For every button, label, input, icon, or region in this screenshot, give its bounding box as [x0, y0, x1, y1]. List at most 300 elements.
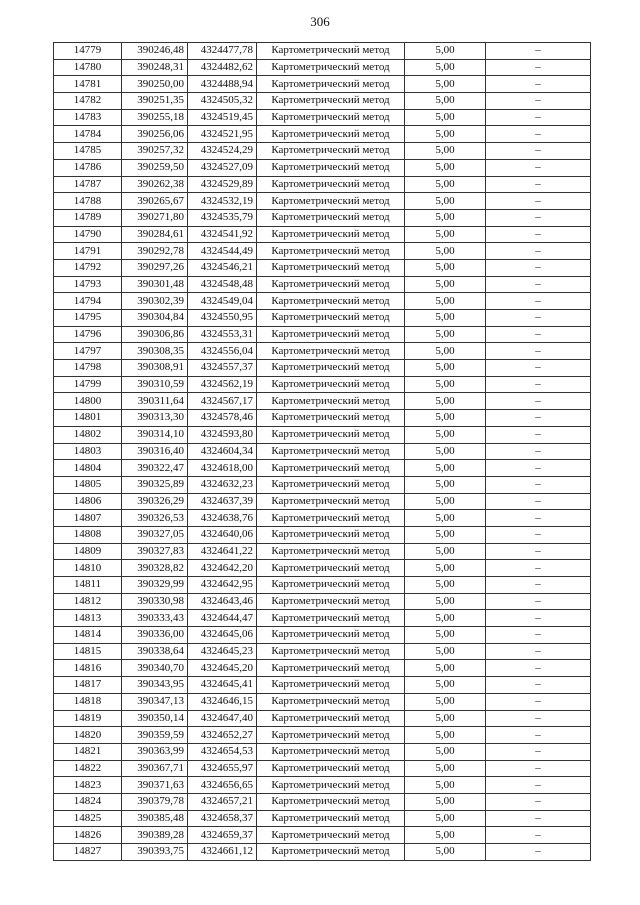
note-cell: –: [486, 460, 591, 477]
point-number-cell: 14816: [54, 660, 122, 677]
point-number-cell: 14788: [54, 193, 122, 210]
y-coordinate-cell: 4324655,97: [188, 760, 257, 777]
y-coordinate-cell: 4324553,31: [188, 326, 257, 343]
point-number-cell: 14780: [54, 59, 122, 76]
table-row: [54, 643, 591, 660]
y-coordinate-cell: 4324557,37: [188, 360, 257, 377]
x-coordinate-cell: 390389,28: [122, 827, 188, 844]
method-cell: Картометрический метод: [257, 476, 405, 493]
note-cell: –: [486, 410, 591, 427]
note-cell: –: [486, 259, 591, 276]
point-number-cell: 14820: [54, 727, 122, 744]
point-number-cell: 14795: [54, 310, 122, 327]
x-coordinate-cell: 390313,30: [122, 410, 188, 427]
note-cell: –: [486, 577, 591, 594]
x-coordinate-cell: 390271,80: [122, 209, 188, 226]
x-coordinate-cell: 390326,53: [122, 510, 188, 527]
coordinates-table: [53, 42, 591, 861]
y-coordinate-cell: 4324645,20: [188, 660, 257, 677]
method-cell: Картометрический метод: [257, 643, 405, 660]
note-cell: –: [486, 793, 591, 810]
note-cell: –: [486, 310, 591, 327]
point-number-cell: 14792: [54, 259, 122, 276]
accuracy-cell: 5,00: [405, 376, 486, 393]
accuracy-cell: 5,00: [405, 443, 486, 460]
table-row: [54, 627, 591, 644]
accuracy-cell: 5,00: [405, 593, 486, 610]
x-coordinate-cell: 390367,71: [122, 760, 188, 777]
x-coordinate-cell: 390359,59: [122, 727, 188, 744]
x-coordinate-cell: 390257,32: [122, 143, 188, 160]
x-coordinate-cell: 390301,48: [122, 276, 188, 293]
x-coordinate-cell: 390262,38: [122, 176, 188, 193]
note-cell: –: [486, 193, 591, 210]
note-cell: –: [486, 376, 591, 393]
table-row: [54, 693, 591, 710]
point-number-cell: 14793: [54, 276, 122, 293]
y-coordinate-cell: 4324657,21: [188, 793, 257, 810]
table-row: [54, 126, 591, 143]
method-cell: Картометрический метод: [257, 610, 405, 627]
x-coordinate-cell: 390322,47: [122, 460, 188, 477]
x-coordinate-cell: 390326,29: [122, 493, 188, 510]
y-coordinate-cell: 4324642,95: [188, 577, 257, 594]
y-coordinate-cell: 4324637,39: [188, 493, 257, 510]
method-cell: Картометрический метод: [257, 243, 405, 260]
note-cell: –: [486, 593, 591, 610]
accuracy-cell: 5,00: [405, 810, 486, 827]
x-coordinate-cell: 390292,78: [122, 243, 188, 260]
accuracy-cell: 5,00: [405, 360, 486, 377]
y-coordinate-cell: 4324535,79: [188, 209, 257, 226]
point-number-cell: 14818: [54, 693, 122, 710]
page-number: 306: [310, 14, 330, 29]
table-row: [54, 176, 591, 193]
method-cell: Картометрический метод: [257, 510, 405, 527]
note-cell: –: [486, 660, 591, 677]
method-cell: Картометрический метод: [257, 376, 405, 393]
table-row: [54, 743, 591, 760]
note-cell: –: [486, 643, 591, 660]
table-row: [54, 610, 591, 627]
method-cell: Картометрический метод: [257, 710, 405, 727]
method-cell: Картометрический метод: [257, 193, 405, 210]
table-row: [54, 343, 591, 360]
table-row: [54, 710, 591, 727]
point-number-cell: 14790: [54, 226, 122, 243]
accuracy-cell: 5,00: [405, 526, 486, 543]
accuracy-cell: 5,00: [405, 643, 486, 660]
accuracy-cell: 5,00: [405, 226, 486, 243]
note-cell: –: [486, 443, 591, 460]
y-coordinate-cell: 4324529,89: [188, 176, 257, 193]
accuracy-cell: 5,00: [405, 410, 486, 427]
x-coordinate-cell: 390371,63: [122, 777, 188, 794]
note-cell: –: [486, 560, 591, 577]
note-cell: –: [486, 343, 591, 360]
y-coordinate-cell: 4324488,94: [188, 76, 257, 93]
x-coordinate-cell: 390297,26: [122, 259, 188, 276]
accuracy-cell: 5,00: [405, 493, 486, 510]
x-coordinate-cell: 390329,99: [122, 577, 188, 594]
method-cell: Картометрический метод: [257, 209, 405, 226]
accuracy-cell: 5,00: [405, 143, 486, 160]
accuracy-cell: 5,00: [405, 627, 486, 644]
table-row: [54, 660, 591, 677]
table-row: [54, 243, 591, 260]
point-number-cell: 14803: [54, 443, 122, 460]
accuracy-cell: 5,00: [405, 743, 486, 760]
table-row: [54, 510, 591, 527]
table-row: [54, 777, 591, 794]
accuracy-cell: 5,00: [405, 93, 486, 110]
table-row: [54, 159, 591, 176]
point-number-cell: 14779: [54, 43, 122, 60]
point-number-cell: 14787: [54, 176, 122, 193]
note-cell: –: [486, 176, 591, 193]
point-number-cell: 14805: [54, 476, 122, 493]
x-coordinate-cell: 390350,14: [122, 710, 188, 727]
y-coordinate-cell: 4324645,23: [188, 643, 257, 660]
method-cell: Картометрический метод: [257, 426, 405, 443]
x-coordinate-cell: 390330,98: [122, 593, 188, 610]
note-cell: –: [486, 844, 591, 861]
y-coordinate-cell: 4324632,23: [188, 476, 257, 493]
point-number-cell: 14786: [54, 159, 122, 176]
y-coordinate-cell: 4324567,17: [188, 393, 257, 410]
method-cell: Картометрический метод: [257, 360, 405, 377]
y-coordinate-cell: 4324548,48: [188, 276, 257, 293]
note-cell: –: [486, 476, 591, 493]
table-row: [54, 376, 591, 393]
accuracy-cell: 5,00: [405, 577, 486, 594]
method-cell: Картометрический метод: [257, 727, 405, 744]
y-coordinate-cell: 4324578,46: [188, 410, 257, 427]
y-coordinate-cell: 4324519,45: [188, 109, 257, 126]
point-number-cell: 14798: [54, 360, 122, 377]
y-coordinate-cell: 4324645,41: [188, 677, 257, 694]
method-cell: Картометрический метод: [257, 677, 405, 694]
note-cell: –: [486, 76, 591, 93]
y-coordinate-cell: 4324556,04: [188, 343, 257, 360]
coordinates-table-body: [54, 43, 591, 861]
point-number-cell: 14810: [54, 560, 122, 577]
x-coordinate-cell: 390363,99: [122, 743, 188, 760]
table-row: [54, 677, 591, 694]
note-cell: –: [486, 693, 591, 710]
y-coordinate-cell: 4324524,29: [188, 143, 257, 160]
x-coordinate-cell: 390347,13: [122, 693, 188, 710]
y-coordinate-cell: 4324604,34: [188, 443, 257, 460]
point-number-cell: 14824: [54, 793, 122, 810]
note-cell: –: [486, 326, 591, 343]
method-cell: Картометрический метод: [257, 143, 405, 160]
point-number-cell: 14785: [54, 143, 122, 160]
y-coordinate-cell: 4324549,04: [188, 293, 257, 310]
table-row: [54, 76, 591, 93]
y-coordinate-cell: 4324658,37: [188, 810, 257, 827]
accuracy-cell: 5,00: [405, 827, 486, 844]
table-row: [54, 526, 591, 543]
table-row: [54, 760, 591, 777]
x-coordinate-cell: 390250,00: [122, 76, 188, 93]
accuracy-cell: 5,00: [405, 460, 486, 477]
point-number-cell: 14827: [54, 844, 122, 861]
method-cell: Картометрический метод: [257, 593, 405, 610]
accuracy-cell: 5,00: [405, 243, 486, 260]
point-number-cell: 14802: [54, 426, 122, 443]
accuracy-cell: 5,00: [405, 426, 486, 443]
note-cell: –: [486, 393, 591, 410]
method-cell: Картометрический метод: [257, 326, 405, 343]
method-cell: Картометрический метод: [257, 410, 405, 427]
accuracy-cell: 5,00: [405, 393, 486, 410]
y-coordinate-cell: 4324593,80: [188, 426, 257, 443]
table-row: [54, 443, 591, 460]
accuracy-cell: 5,00: [405, 59, 486, 76]
accuracy-cell: 5,00: [405, 159, 486, 176]
point-number-cell: 14781: [54, 76, 122, 93]
x-coordinate-cell: 390306,86: [122, 326, 188, 343]
accuracy-cell: 5,00: [405, 476, 486, 493]
accuracy-cell: 5,00: [405, 76, 486, 93]
method-cell: Картометрический метод: [257, 293, 405, 310]
accuracy-cell: 5,00: [405, 610, 486, 627]
method-cell: Картометрический метод: [257, 259, 405, 276]
note-cell: –: [486, 360, 591, 377]
y-coordinate-cell: 4324652,27: [188, 727, 257, 744]
method-cell: Картометрический метод: [257, 810, 405, 827]
x-coordinate-cell: 390340,70: [122, 660, 188, 677]
y-coordinate-cell: 4324618,00: [188, 460, 257, 477]
method-cell: Картометрический метод: [257, 109, 405, 126]
note-cell: –: [486, 159, 591, 176]
table-row: [54, 827, 591, 844]
y-coordinate-cell: 4324638,76: [188, 510, 257, 527]
point-number-cell: 14815: [54, 643, 122, 660]
method-cell: Картометрический метод: [257, 310, 405, 327]
x-coordinate-cell: 390265,67: [122, 193, 188, 210]
method-cell: Картометрический метод: [257, 693, 405, 710]
accuracy-cell: 5,00: [405, 760, 486, 777]
method-cell: Картометрический метод: [257, 526, 405, 543]
point-number-cell: 14794: [54, 293, 122, 310]
point-number-cell: 14797: [54, 343, 122, 360]
accuracy-cell: 5,00: [405, 209, 486, 226]
x-coordinate-cell: 390333,43: [122, 610, 188, 627]
y-coordinate-cell: 4324656,65: [188, 777, 257, 794]
accuracy-cell: 5,00: [405, 710, 486, 727]
table-row: [54, 577, 591, 594]
table-row: [54, 360, 591, 377]
method-cell: Картометрический метод: [257, 126, 405, 143]
accuracy-cell: 5,00: [405, 259, 486, 276]
accuracy-cell: 5,00: [405, 343, 486, 360]
accuracy-cell: 5,00: [405, 176, 486, 193]
y-coordinate-cell: 4324477,78: [188, 43, 257, 60]
table-row: [54, 543, 591, 560]
method-cell: Картометрический метод: [257, 844, 405, 861]
x-coordinate-cell: 390302,39: [122, 293, 188, 310]
method-cell: Картометрический метод: [257, 276, 405, 293]
x-coordinate-cell: 390256,06: [122, 126, 188, 143]
y-coordinate-cell: 4324482,62: [188, 59, 257, 76]
point-number-cell: 14784: [54, 126, 122, 143]
point-number-cell: 14825: [54, 810, 122, 827]
point-number-cell: 14783: [54, 109, 122, 126]
accuracy-cell: 5,00: [405, 793, 486, 810]
note-cell: –: [486, 143, 591, 160]
y-coordinate-cell: 4324645,06: [188, 627, 257, 644]
table-row: [54, 326, 591, 343]
accuracy-cell: 5,00: [405, 677, 486, 694]
note-cell: –: [486, 426, 591, 443]
x-coordinate-cell: 390327,05: [122, 526, 188, 543]
note-cell: –: [486, 627, 591, 644]
point-number-cell: 14800: [54, 393, 122, 410]
x-coordinate-cell: 390314,10: [122, 426, 188, 443]
accuracy-cell: 5,00: [405, 660, 486, 677]
point-number-cell: 14801: [54, 410, 122, 427]
note-cell: –: [486, 109, 591, 126]
table-row: [54, 460, 591, 477]
point-number-cell: 14817: [54, 677, 122, 694]
x-coordinate-cell: 390308,91: [122, 360, 188, 377]
y-coordinate-cell: 4324654,53: [188, 743, 257, 760]
note-cell: –: [486, 610, 591, 627]
x-coordinate-cell: 390325,89: [122, 476, 188, 493]
x-coordinate-cell: 390251,35: [122, 93, 188, 110]
x-coordinate-cell: 390316,40: [122, 443, 188, 460]
point-number-cell: 14826: [54, 827, 122, 844]
y-coordinate-cell: 4324521,95: [188, 126, 257, 143]
y-coordinate-cell: 4324659,37: [188, 827, 257, 844]
accuracy-cell: 5,00: [405, 844, 486, 861]
y-coordinate-cell: 4324644,47: [188, 610, 257, 627]
point-number-cell: 14782: [54, 93, 122, 110]
method-cell: Картометрический метод: [257, 93, 405, 110]
table-row: [54, 259, 591, 276]
table-row: [54, 43, 591, 60]
point-number-cell: 14814: [54, 627, 122, 644]
y-coordinate-cell: 4324646,15: [188, 693, 257, 710]
point-number-cell: 14819: [54, 710, 122, 727]
table-row: [54, 560, 591, 577]
y-coordinate-cell: 4324642,20: [188, 560, 257, 577]
x-coordinate-cell: 390328,82: [122, 560, 188, 577]
y-coordinate-cell: 4324541,92: [188, 226, 257, 243]
table-row: [54, 209, 591, 226]
y-coordinate-cell: 4324550,95: [188, 310, 257, 327]
table-row: [54, 59, 591, 76]
table-row: [54, 793, 591, 810]
point-number-cell: 14821: [54, 743, 122, 760]
method-cell: Картометрический метод: [257, 59, 405, 76]
accuracy-cell: 5,00: [405, 727, 486, 744]
point-number-cell: 14799: [54, 376, 122, 393]
y-coordinate-cell: 4324544,49: [188, 243, 257, 260]
method-cell: Картометрический метод: [257, 760, 405, 777]
accuracy-cell: 5,00: [405, 510, 486, 527]
point-number-cell: 14791: [54, 243, 122, 260]
note-cell: –: [486, 209, 591, 226]
method-cell: Картометрический метод: [257, 743, 405, 760]
note-cell: –: [486, 710, 591, 727]
table-row: [54, 109, 591, 126]
point-number-cell: 14809: [54, 543, 122, 560]
point-number-cell: 14804: [54, 460, 122, 477]
point-number-cell: 14796: [54, 326, 122, 343]
method-cell: Картометрический метод: [257, 543, 405, 560]
method-cell: Картометрический метод: [257, 226, 405, 243]
note-cell: –: [486, 293, 591, 310]
accuracy-cell: 5,00: [405, 326, 486, 343]
note-cell: –: [486, 727, 591, 744]
method-cell: Картометрический метод: [257, 777, 405, 794]
method-cell: Картометрический метод: [257, 577, 405, 594]
y-coordinate-cell: 4324532,19: [188, 193, 257, 210]
table-row: [54, 593, 591, 610]
method-cell: Картометрический метод: [257, 343, 405, 360]
table-row: [54, 476, 591, 493]
note-cell: –: [486, 760, 591, 777]
note-cell: –: [486, 677, 591, 694]
table-row: [54, 310, 591, 327]
accuracy-cell: 5,00: [405, 693, 486, 710]
y-coordinate-cell: 4324641,22: [188, 543, 257, 560]
note-cell: –: [486, 43, 591, 60]
x-coordinate-cell: 390308,35: [122, 343, 188, 360]
accuracy-cell: 5,00: [405, 293, 486, 310]
method-cell: Картометрический метод: [257, 627, 405, 644]
point-number-cell: 14822: [54, 760, 122, 777]
table-row: [54, 226, 591, 243]
method-cell: Картометрический метод: [257, 793, 405, 810]
accuracy-cell: 5,00: [405, 543, 486, 560]
table-row: [54, 410, 591, 427]
method-cell: Картометрический метод: [257, 76, 405, 93]
table-row: [54, 293, 591, 310]
method-cell: Картометрический метод: [257, 660, 405, 677]
accuracy-cell: 5,00: [405, 276, 486, 293]
point-number-cell: 14812: [54, 593, 122, 610]
y-coordinate-cell: 4324643,46: [188, 593, 257, 610]
accuracy-cell: 5,00: [405, 310, 486, 327]
y-coordinate-cell: 4324505,32: [188, 93, 257, 110]
x-coordinate-cell: 390311,64: [122, 393, 188, 410]
table-row: [54, 810, 591, 827]
table-row: [54, 426, 591, 443]
note-cell: –: [486, 226, 591, 243]
x-coordinate-cell: 390385,48: [122, 810, 188, 827]
note-cell: –: [486, 543, 591, 560]
table-row: [54, 727, 591, 744]
note-cell: –: [486, 276, 591, 293]
accuracy-cell: 5,00: [405, 777, 486, 794]
x-coordinate-cell: 390338,64: [122, 643, 188, 660]
note-cell: –: [486, 93, 591, 110]
point-number-cell: 14789: [54, 209, 122, 226]
x-coordinate-cell: 390343,95: [122, 677, 188, 694]
x-coordinate-cell: 390246,48: [122, 43, 188, 60]
x-coordinate-cell: 390327,83: [122, 543, 188, 560]
note-cell: –: [486, 777, 591, 794]
method-cell: Картометрический метод: [257, 176, 405, 193]
x-coordinate-cell: 390248,31: [122, 59, 188, 76]
note-cell: –: [486, 59, 591, 76]
note-cell: –: [486, 827, 591, 844]
y-coordinate-cell: 4324661,12: [188, 844, 257, 861]
